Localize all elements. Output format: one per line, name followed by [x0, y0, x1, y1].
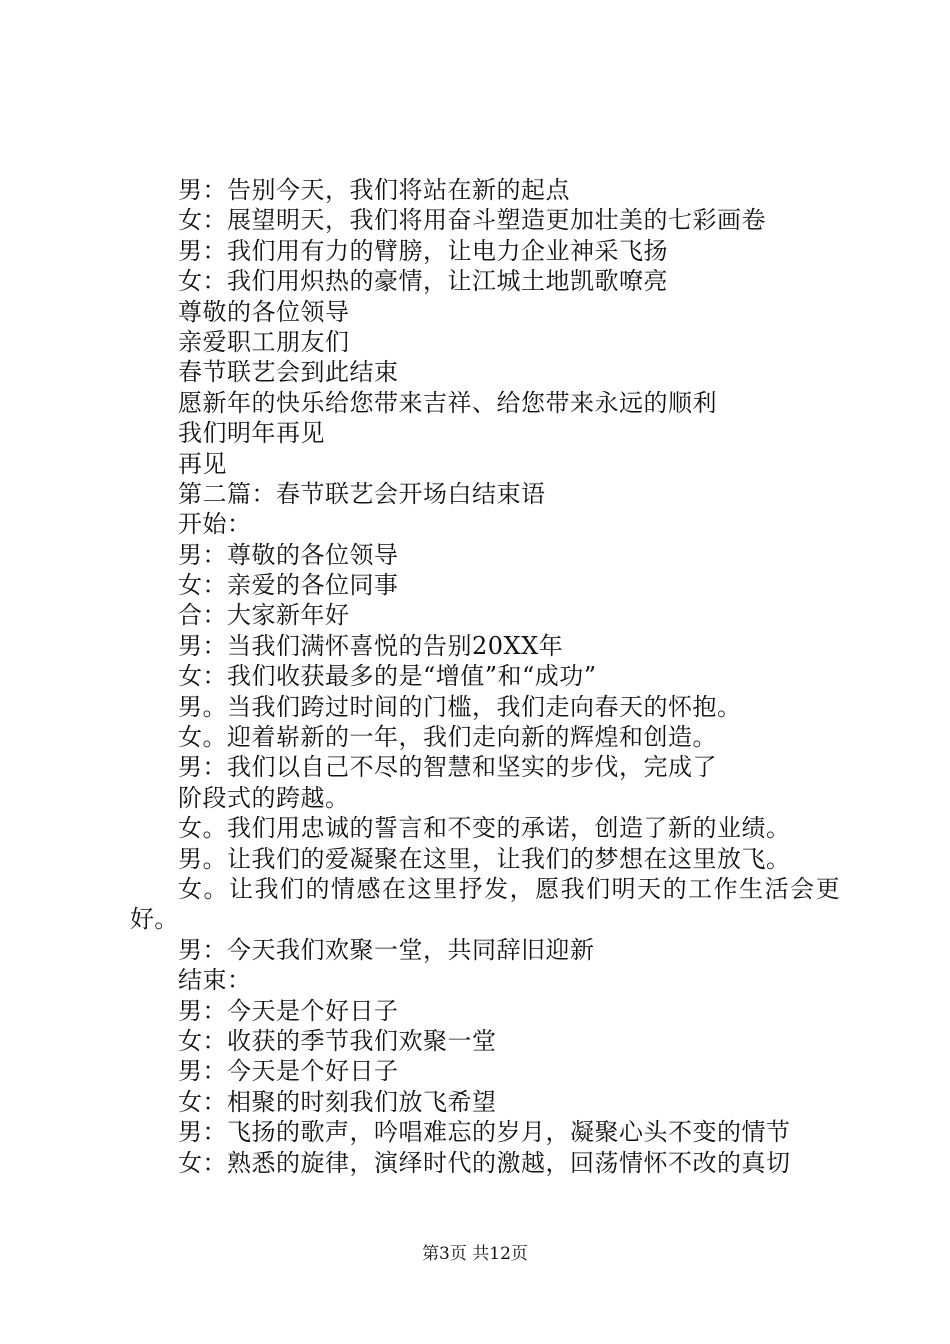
text-line: 女。迎着崭新的一年，我们走向新的辉煌和创造。	[178, 723, 717, 752]
text-line: 合：大家新年好	[178, 601, 350, 630]
text-line: 男：今天是个好日子	[178, 1057, 399, 1086]
text-line: 女：展望明天，我们将用奋斗塑造更加壮美的七彩画卷	[178, 206, 766, 235]
text-line: 男：我们以自己不尽的智慧和坚实的步伐，完成了	[178, 753, 717, 782]
text-line: 愿新年的快乐给您带来吉祥、给您带来永远的顺利	[178, 388, 717, 417]
text-line: 尊敬的各位领导	[178, 297, 350, 326]
text-line: 女：我们用炽热的豪情，让江城土地凯歌嘹亮	[178, 267, 668, 296]
text-line: 女：亲爱的各位同事	[178, 571, 399, 600]
text-line: 亲爱职工朋友们	[178, 327, 350, 356]
text-line: 男：飞扬的歌声，吟唱难忘的岁月，凝聚心头不变的情节	[178, 1118, 791, 1147]
text-line: 男。当我们跨过时间的门槛，我们走向春天的怀抱。	[178, 692, 742, 721]
text-line: 男：告别今天，我们将站在新的起点	[178, 176, 570, 204]
text-line: 男。让我们的爱凝聚在这里，让我们的梦想在这里放飞。	[178, 844, 791, 873]
text-line: 女：相聚的时刻我们放飞希望	[178, 1087, 497, 1116]
text-line: 结束：	[178, 966, 252, 995]
text-line: 女：我们收获最多的是“增值”和“成功”	[178, 662, 597, 691]
section-heading: 第二篇：春节联艺会开场白结束语	[178, 479, 546, 508]
text-paragraph: 女。让我们的情感在这里抒发，愿我们明天的工作生活会更好。	[130, 874, 840, 934]
text-line: 女：熟悉的旋律，演绎时代的激越，回荡情怀不改的真切	[178, 1148, 791, 1177]
text-line: 我们明年再见	[178, 419, 325, 448]
text-line: 阶段式的跨越。	[178, 783, 350, 812]
text-line: 男：当我们满怀喜悦的告别20XX年	[178, 631, 564, 660]
text-line: 再见	[178, 449, 227, 478]
text-line: 女。我们用忠诚的誓言和不变的承诺，创造了新的业绩。	[178, 814, 791, 843]
text-line: 男：我们用有力的臂膀，让电力企业神采飞扬	[178, 236, 668, 265]
text-line: 男：尊敬的各位领导	[178, 540, 399, 569]
text-line: 男：今天我们欢聚一堂，共同辞旧迎新	[178, 935, 595, 964]
document-body	[130, 175, 840, 1178]
page-number-footer: 第3页 共12页	[422, 1244, 528, 1264]
text-line: 男：今天是个好日子	[178, 996, 399, 1025]
text-line: 开始：	[178, 510, 252, 539]
text-line: 春节联艺会到此结束	[178, 358, 399, 387]
text-line: 女：收获的季节我们欢聚一堂	[178, 1026, 497, 1055]
